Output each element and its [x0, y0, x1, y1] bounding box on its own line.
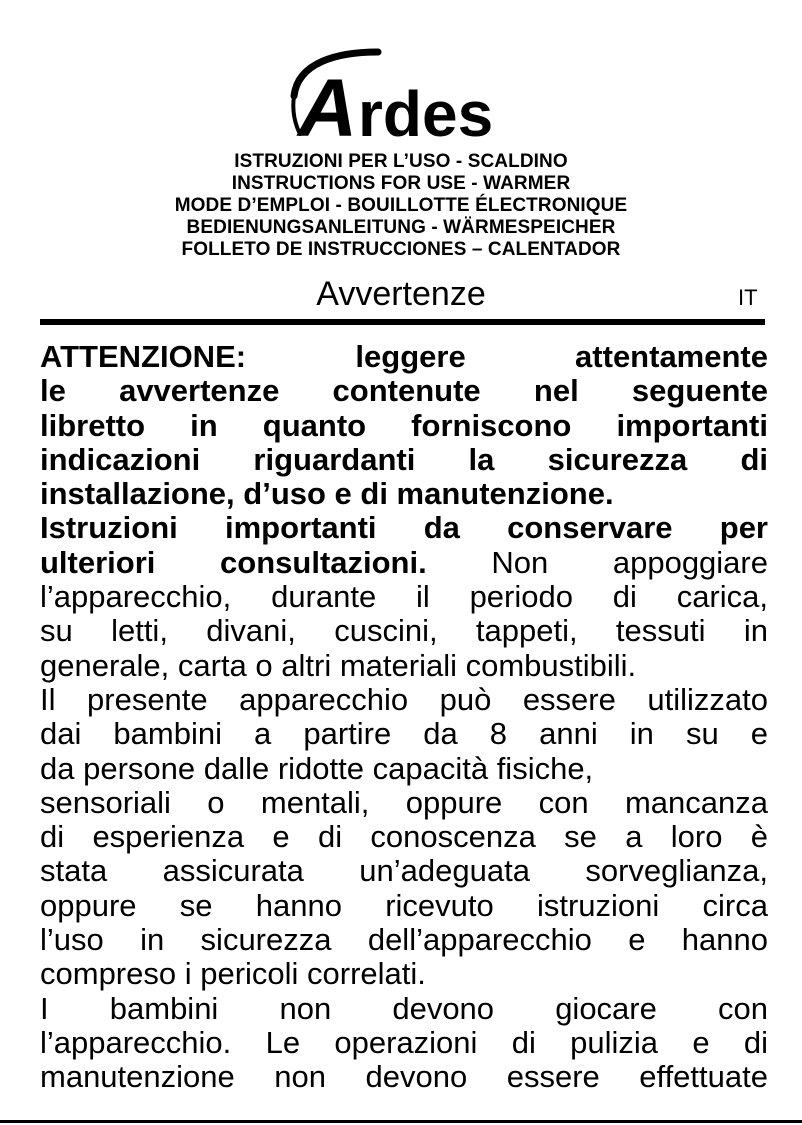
svg-text:rdes: rdes [358, 78, 494, 146]
section-heading: Avvertenze [316, 275, 486, 313]
text-regular-part: Non appoggiare [426, 544, 768, 580]
text-line: indicazioni riguardanti la sicurezza di [40, 441, 768, 477]
text-line: libretto in quanto forniscono importanti [40, 407, 768, 443]
text-line: compreso i pericoli correlati. [40, 956, 426, 992]
title-french: MODE D’EMPLOI - BOUILLOTTE ÉLECTRONIQUE [174, 195, 628, 216]
heading-divider [40, 319, 765, 325]
text-line: le avvertenze contenute nel seguente [40, 373, 768, 409]
text-line: sensoriali o mentali, oppure con mancanza [40, 784, 768, 820]
text-line: Istruzioni importanti da conservare per [40, 510, 768, 546]
text-line: di esperienza e di conoscenza se a loro è [40, 819, 768, 855]
svg-text:A: A [298, 63, 358, 146]
text-line: l’apparecchio, durante il periodo di carica, [40, 579, 768, 615]
page-bottom-border [0, 1120, 802, 1123]
manual-titles [0, 151, 802, 261]
text-bold-part: ulteriori consultazioni. [40, 544, 427, 580]
text-line-mixed [40, 546, 768, 580]
language-code: IT [738, 285, 758, 310]
text-line: generale, carta o altri materiali combustibili. [40, 647, 637, 683]
text-line: da persone dalle ridotte capacità fisiche, [40, 750, 594, 786]
text-line: dai bambini a partire da 8 anni in su e [40, 716, 768, 752]
text-line: ATTENZIONE: leggere attentamente [40, 339, 768, 374]
text-line: installazione, d’uso e di manutenzione. [40, 476, 614, 512]
text-line: l’uso in sicurezza dell’apparecchio e hanno [40, 922, 768, 958]
warning-text [40, 340, 768, 1095]
text-line: su letti, divani, cuscini, tappeti, tessuti in [40, 613, 768, 649]
text-line: stata assicurata un’adeguata sorveglianza, [40, 853, 768, 889]
title-spanish: FOLLETO DE INSTRUCCIONES – CALENTADOR [181, 239, 621, 260]
text-line: I bambini non devono giocare con [40, 990, 768, 1026]
text-line: l’apparecchio. Le operazioni di pulizia e di [40, 1024, 768, 1060]
title-italian: ISTRUZIONI PER L’USO - SCALDINO [234, 151, 568, 172]
ardes-logo [282, 48, 522, 146]
text-line: Il presente apparecchio può essere utilizzato [40, 681, 768, 717]
text-line: oppure se hanno ricevuto istruzioni circa [40, 887, 768, 923]
title-english: INSTRUCTIONS FOR USE - WARMER [231, 173, 571, 194]
ardes-logo-mark [282, 48, 522, 146]
title-german: BEDIENUNGSANLEITUNG - WÄRMESPEICHER [186, 217, 616, 238]
text-line: manutenzione non devono essere effettuate [40, 1059, 768, 1095]
